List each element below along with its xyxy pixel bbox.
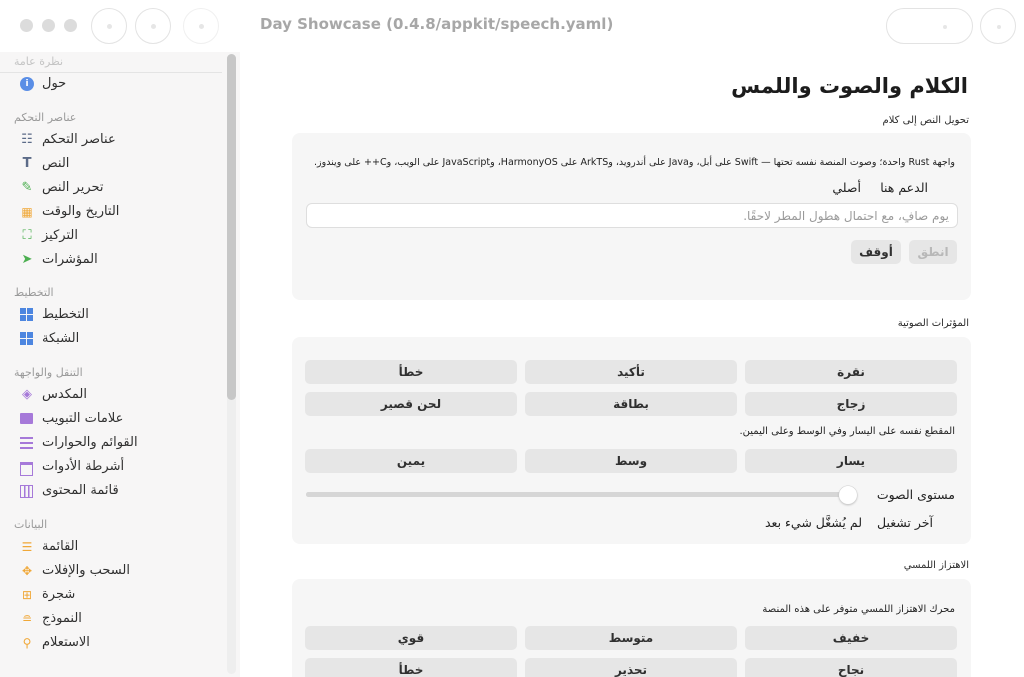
- grid-icon: [20, 332, 33, 345]
- haptic-light-button[interactable]: خفيف: [745, 626, 957, 650]
- sidebar-item-label: قائمة المحتوى: [42, 483, 119, 498]
- sidebar-item-label: النص: [42, 156, 70, 171]
- haptic-error-button[interactable]: خطأ: [305, 658, 517, 677]
- window-title: Day Showcase (0.4.8/appkit/speech.yaml): [260, 15, 614, 33]
- sidebar-item-label: التاريخ والوقت: [42, 204, 120, 219]
- sidebar-section-layout: التخطيط: [14, 286, 54, 299]
- sidebar-item-label: المكدس: [42, 387, 87, 402]
- sidebar-item-date-time[interactable]: [14, 201, 214, 223]
- sidebar-item-label: القوائم والحوارات: [42, 435, 138, 450]
- sidebar-item-label: تحرير النص: [42, 180, 104, 195]
- sidebar-item-label: الشبكة: [42, 331, 80, 346]
- sidebar-section-overview: نظرة عامة: [14, 55, 64, 68]
- sidebar-item-toolbars[interactable]: [14, 456, 214, 478]
- pan-center-button[interactable]: وسط: [525, 449, 737, 473]
- volume-slider-fill: [306, 492, 857, 497]
- sidebar-item-model[interactable]: [14, 608, 214, 630]
- text-icon: T: [22, 156, 32, 171]
- sidebar-item-focus[interactable]: [14, 225, 214, 247]
- sfx-click-button[interactable]: نقرة: [745, 360, 957, 384]
- sfx-glass-button[interactable]: زجاج: [745, 392, 957, 416]
- haptic-warning-button[interactable]: تحذير: [525, 658, 737, 677]
- sidebar-item-label: الاستعلام: [42, 635, 90, 650]
- sidebar-item-label: شجرة: [42, 587, 76, 602]
- sidebar-item-layout[interactable]: [14, 304, 214, 326]
- title-bar: [0, 0, 1024, 52]
- tts-card: [292, 133, 971, 300]
- haptics-section-heading: الاهتزاز اللمسي: [903, 560, 969, 571]
- info-icon: i: [20, 77, 34, 91]
- back-button[interactable]: [135, 8, 171, 44]
- toolbar-segment-button[interactable]: [886, 8, 973, 44]
- haptics-note: محرك الاهتزاز اللمسي متوفر على هذه المنصة: [762, 604, 955, 615]
- volume-label: مستوى الصوت: [876, 487, 955, 502]
- calendar-icon: ▦: [21, 205, 33, 219]
- sidebar-item-label: عناصر التحكم: [42, 132, 116, 147]
- tts-section-heading: تحويل النص إلى كلام: [882, 115, 969, 126]
- minimize-window-button[interactable]: [42, 19, 55, 32]
- sidebar-item-stack[interactable]: [14, 384, 214, 406]
- sidebar-item-label: التركيز: [42, 228, 78, 243]
- sidebar-item-label: أشرطة الأدوات: [42, 459, 125, 474]
- zoom-window-button[interactable]: [64, 19, 77, 32]
- speak-button[interactable]: انطق: [909, 240, 957, 264]
- sidebar-item-label: حول: [42, 76, 67, 91]
- main-content: [240, 52, 1024, 677]
- forward-button[interactable]: [183, 8, 219, 44]
- haptic-success-button[interactable]: نجاح: [745, 658, 957, 677]
- sidebar-item-about[interactable]: [14, 73, 214, 95]
- stack-icon: ◈: [22, 387, 32, 402]
- pan-left-button[interactable]: يسار: [745, 449, 957, 473]
- layout-icon: [20, 308, 33, 321]
- database-icon: ≘: [21, 612, 33, 626]
- support-label: الدعم هنا: [880, 180, 928, 195]
- sidebar-item-label: السحب والإفلات: [42, 563, 130, 578]
- sidebar-item-content-list[interactable]: [14, 480, 214, 502]
- sidebar-item-text[interactable]: [14, 153, 214, 175]
- columns-icon: [20, 485, 33, 498]
- sidebar-item-text-editing[interactable]: [14, 177, 214, 199]
- speech-text-input[interactable]: [306, 203, 958, 228]
- toolbar-icon: [20, 462, 33, 476]
- edit-icon: ✎: [21, 180, 33, 195]
- tts-description: واجهة Rust واحدة؛ وصوت المنصة نفسه تحتها — Swift على أبل، وJava على أندرويد، وArkTS على HarmonyOS، وJavaScript على الويب، وC++ على ويندوز.: [314, 157, 955, 168]
- volume-slider[interactable]: [306, 492, 857, 497]
- sidebar-item-tabs[interactable]: [14, 408, 214, 430]
- sidebar-item-query[interactable]: [14, 632, 214, 654]
- volume-slider-knob[interactable]: [839, 486, 857, 504]
- focus-icon: ⛶: [22, 228, 32, 243]
- toolbar-more-button[interactable]: [980, 8, 1016, 44]
- search-icon: ⚲: [22, 636, 32, 650]
- sidebar-item-controls[interactable]: [14, 129, 214, 151]
- list-icon: ☰: [21, 540, 33, 554]
- sidebar-toggle-button[interactable]: [91, 8, 127, 44]
- pan-right-button[interactable]: يمين: [305, 449, 517, 473]
- sidebar-item-tree[interactable]: [14, 584, 214, 606]
- sidebar-item-label: المؤشرات: [42, 252, 98, 267]
- sfx-jingle-button[interactable]: لحن قصير: [305, 392, 517, 416]
- pan-note: المقطع نفسه على اليسار وفي الوسط وعلى اليمين.: [739, 426, 955, 437]
- sidebar-item-pointers[interactable]: [14, 249, 214, 271]
- last-played-label: آخر تشغيل: [877, 515, 933, 530]
- sidebar-item-label: علامات التبويب: [42, 411, 124, 426]
- haptics-card: [292, 579, 971, 677]
- tree-icon: ⊞: [21, 588, 33, 602]
- pointer-icon: ➤: [21, 252, 33, 267]
- move-icon: ✥: [21, 564, 33, 578]
- sidebar-section-controls: عناصر التحكم: [14, 111, 77, 124]
- sidebar-section-data: البيانات: [14, 518, 48, 531]
- sliders-icon: ☷: [21, 132, 33, 147]
- sfx-card: [292, 337, 971, 544]
- menu-icon: [20, 437, 33, 449]
- sfx-card-button[interactable]: بطاقة: [525, 392, 737, 416]
- close-window-button[interactable]: [20, 19, 33, 32]
- page-title: الكلام والصوت واللمس: [731, 74, 968, 98]
- sidebar-item-grid[interactable]: [14, 328, 214, 350]
- haptic-medium-button[interactable]: متوسط: [525, 626, 737, 650]
- sidebar-item-list[interactable]: [14, 536, 214, 558]
- sfx-error-button[interactable]: خطأ: [305, 360, 517, 384]
- sidebar-scrollbar[interactable]: [227, 54, 236, 400]
- last-played-value: لم يُشغَّل شيء بعد: [764, 515, 862, 530]
- sidebar-item-label: التخطيط: [42, 307, 89, 322]
- sfx-confirm-button[interactable]: تأكيد: [525, 360, 737, 384]
- sidebar-item-label: النموذج: [42, 611, 82, 626]
- sidebar-section-navigation: التنقل والواجهة: [14, 366, 83, 379]
- stop-button[interactable]: أوقف: [851, 240, 901, 264]
- tabs-icon: [20, 413, 33, 424]
- support-value: أصلي: [832, 180, 861, 195]
- sfx-section-heading: المؤثرات الصوتية: [897, 318, 969, 329]
- sidebar: [0, 52, 240, 677]
- sidebar-item-label: القائمة: [42, 539, 79, 554]
- sidebar-item-menus-dialogs[interactable]: [14, 432, 214, 454]
- haptic-heavy-button[interactable]: قوي: [305, 626, 517, 650]
- sidebar-item-drag-drop[interactable]: [14, 560, 214, 582]
